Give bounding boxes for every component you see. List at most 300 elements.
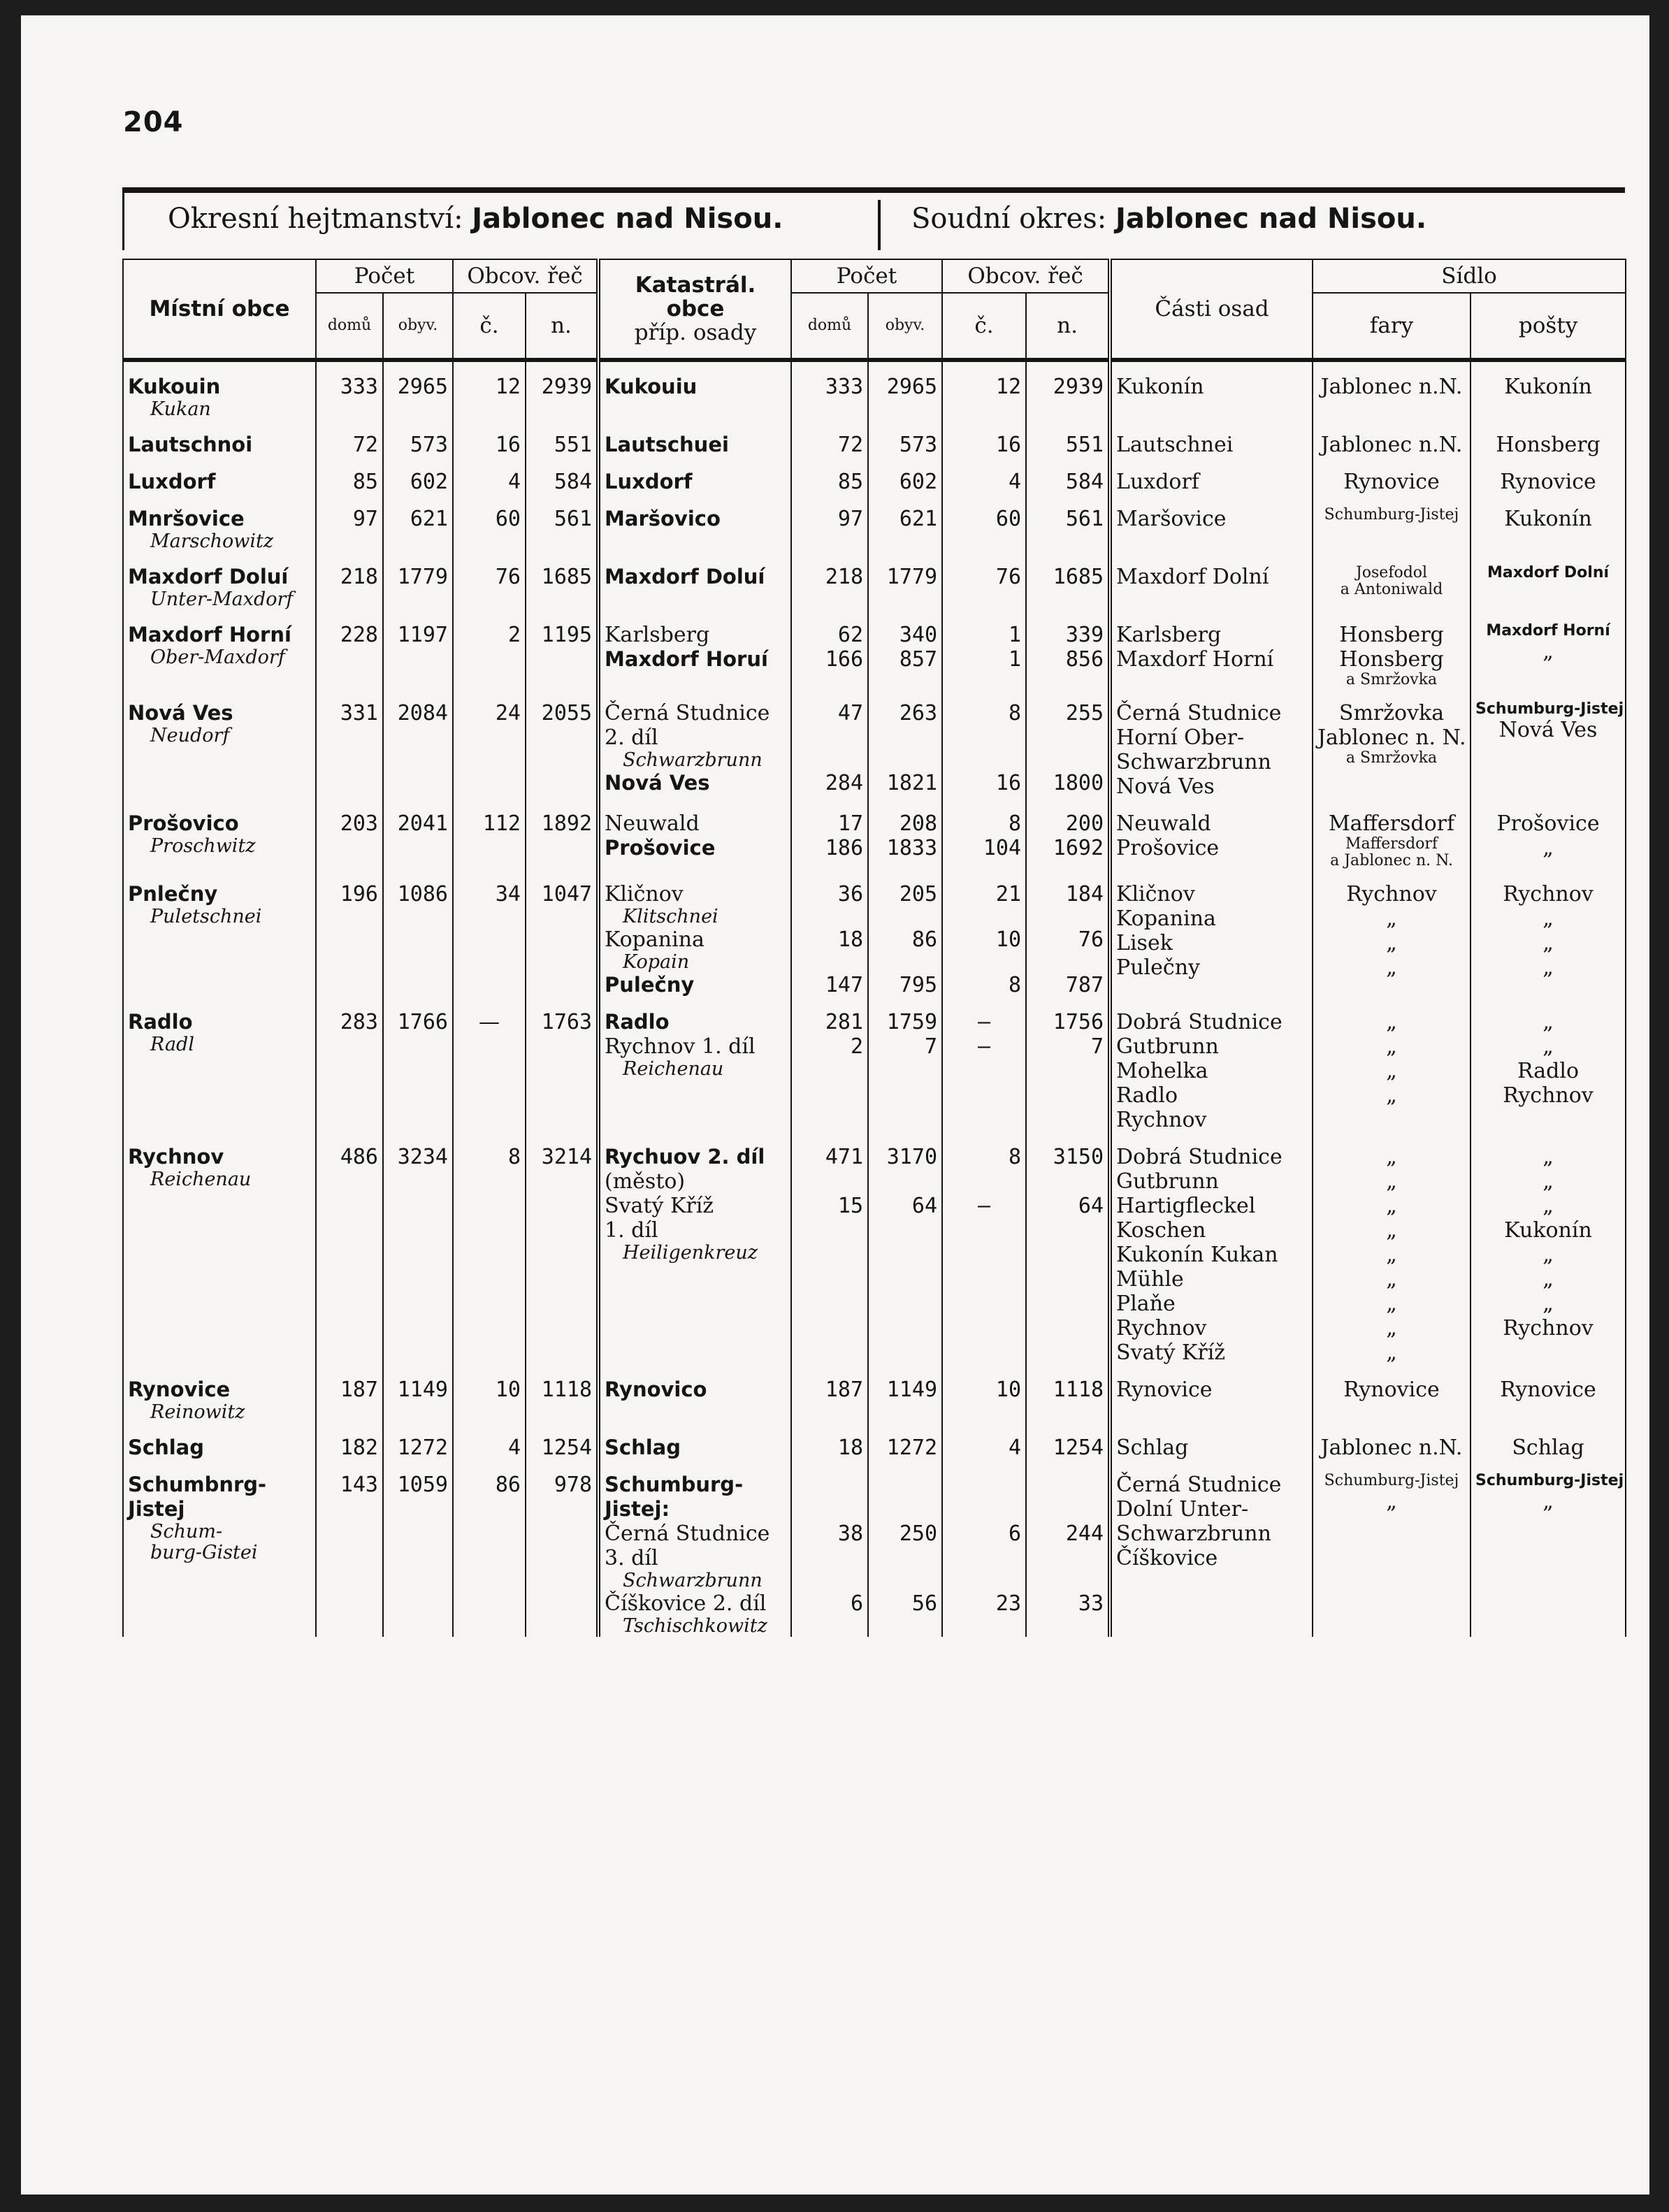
katastral-obyv: 857 — [899, 647, 938, 672]
katastral-obyv: 3170 — [886, 1145, 938, 1169]
cell-kat-obyv — [868, 457, 942, 494]
katastral-n — [1031, 952, 1104, 973]
cell-kat-domu — [791, 869, 868, 997]
fara: Honsberg — [1339, 623, 1444, 647]
katastral-c: 10 — [995, 1378, 1022, 1402]
cell-obec-domu: 228 — [316, 610, 383, 688]
cell-casti-osad — [1110, 1365, 1313, 1423]
katastral-domu: 36 — [837, 882, 864, 906]
obec-german-name: Proschwitz — [150, 835, 256, 857]
cell-katastral — [598, 799, 791, 869]
katastral-n: 1254 — [1053, 1436, 1104, 1460]
cast-osady: Schwarzbrunn — [1116, 1521, 1271, 1546]
katastral-domu: 187 — [825, 1378, 864, 1402]
cell-kat-n — [1026, 494, 1110, 552]
fara: Rynovice — [1343, 470, 1440, 494]
table-row — [123, 997, 1626, 1132]
katastral-n — [1031, 725, 1104, 750]
katastral-c: — — [977, 1010, 991, 1034]
fara: „ — [1386, 1083, 1397, 1108]
cell-posty — [1471, 1365, 1626, 1423]
katastral-c: 1 — [1008, 623, 1022, 647]
cell-kat-obyv — [868, 1423, 942, 1460]
cell-fary — [1313, 1365, 1471, 1423]
table-row — [123, 799, 1626, 869]
cell-katastral — [598, 1423, 791, 1460]
cast-osady: Číškovice — [1116, 1546, 1218, 1570]
cell-obec-c: — — [453, 997, 526, 1132]
katastral-n: 244 — [1065, 1521, 1104, 1546]
katastral-name: Kukouiu — [605, 375, 698, 398]
fara: Maffersdorf — [1345, 835, 1438, 853]
cell-obec-c: 24 — [453, 688, 526, 799]
cell-fary — [1313, 1423, 1471, 1460]
cell-obec — [123, 1423, 316, 1460]
katastral-domu: 166 — [825, 647, 864, 672]
katastral-domu: 85 — [837, 470, 864, 494]
cast-osady: Radlo — [1116, 1083, 1178, 1108]
table-row — [123, 869, 1626, 997]
cell-obec-c: 2 — [453, 610, 526, 688]
fara: „ — [1386, 931, 1397, 955]
katastral-c: 10 — [995, 927, 1022, 952]
posta: Radlo — [1517, 1059, 1580, 1083]
posta: „ — [1542, 1010, 1554, 1034]
cell-obec-domu: 218 — [316, 552, 383, 610]
katastral-n: 255 — [1065, 701, 1104, 725]
cell-kat-n — [1026, 360, 1110, 420]
cell-obec — [123, 360, 316, 420]
katastral-n: 76 — [1078, 927, 1104, 952]
obec-german-name: Schum- — [150, 1521, 223, 1542]
cell-kat-domu — [791, 1365, 868, 1423]
obec-name: Lautschnoi — [128, 433, 253, 456]
katastral-domu — [796, 906, 863, 927]
cell-kat-obyv — [868, 997, 942, 1132]
top-rule — [122, 187, 1625, 193]
cast-osady: Mohelka — [1116, 1059, 1208, 1083]
katastral-c — [947, 1497, 1021, 1521]
posta: Schlag — [1512, 1436, 1584, 1460]
katastral-n — [1031, 1473, 1104, 1497]
katastral-c: 8 — [1008, 1145, 1022, 1169]
cell-kat-c — [942, 1423, 1026, 1460]
obec-name: Pnlečny — [128, 882, 218, 906]
fara: a Smržovka — [1345, 671, 1438, 688]
katastral-obyv: 1821 — [886, 771, 938, 795]
cast-osady: Rychnov — [1116, 1316, 1207, 1340]
katastral-obyv: 602 — [899, 470, 938, 494]
katastral-obyv: 1833 — [886, 836, 938, 860]
katastral-domu: 6 — [850, 1591, 864, 1616]
katastral-name: Kličnov — [605, 882, 684, 906]
katastral-obyv: 1272 — [886, 1436, 938, 1460]
district-title — [168, 203, 783, 235]
fara: Jablonec n.N. — [1320, 1436, 1463, 1460]
katastral-c: 60 — [995, 507, 1022, 531]
cell-obec-domu: 333 — [316, 360, 383, 420]
katastral-obyv — [873, 1497, 937, 1521]
fara: „ — [1386, 1010, 1397, 1034]
katastral-name: (město) — [605, 1169, 686, 1194]
fara: „ — [1386, 955, 1397, 980]
table-row — [123, 1365, 1626, 1423]
cell-obec — [123, 420, 316, 457]
cell-obec-n: 978 — [526, 1460, 598, 1637]
katastral-n: 561 — [1065, 507, 1104, 531]
obec-name: Maxdorf Horní — [128, 623, 291, 646]
posta: Maxdorf Horní — [1486, 622, 1610, 639]
cast-osady: Černá Studnice — [1116, 1473, 1282, 1497]
katastral-domu — [796, 1218, 863, 1243]
katastral-n — [1031, 1616, 1104, 1637]
cell-obec-n: 1195 — [526, 610, 598, 688]
katastral-c: 76 — [995, 565, 1022, 589]
katastral-name: Schwarzbrunn — [623, 749, 763, 771]
cell-obec — [123, 1132, 316, 1365]
katastral-name: Tschischkowitz — [623, 1615, 767, 1637]
posta: „ — [1542, 906, 1554, 931]
cell-obec-obyv: 1779 — [383, 552, 453, 610]
katastral-n — [1031, 1059, 1104, 1080]
court-name: Jablonec nad Nisou. — [1115, 203, 1427, 235]
cell-posty — [1471, 688, 1626, 799]
cell-katastral — [598, 1132, 791, 1365]
cast-osady: Hartigfleckel — [1116, 1194, 1256, 1218]
katastral-domu: 17 — [837, 811, 864, 836]
cell-posty — [1471, 457, 1626, 494]
katastral-c: 1 — [1008, 647, 1022, 672]
katastral-c: 12 — [995, 375, 1022, 399]
obec-name: Prošovico — [128, 811, 239, 835]
table-row — [123, 1460, 1626, 1637]
cell-casti-osad — [1110, 494, 1313, 552]
cell-posty — [1471, 799, 1626, 869]
cell-kat-c — [942, 552, 1026, 610]
katastral-name: Rychnov 1. díl — [605, 1034, 756, 1059]
katastral-name: Nová Ves — [605, 771, 710, 795]
cell-posty — [1471, 1460, 1626, 1637]
posta: „ — [1542, 1034, 1554, 1059]
cell-kat-c — [942, 1460, 1026, 1637]
cell-obec-domu: 203 — [316, 799, 383, 869]
cast-osady: Karlsberg — [1116, 623, 1222, 647]
cell-kat-c — [942, 869, 1026, 997]
cell-kat-c — [942, 799, 1026, 869]
katastral-domu: 18 — [837, 927, 864, 952]
katastral-obyv: 621 — [899, 507, 938, 531]
katastral-obyv — [873, 725, 937, 750]
obec-german-name: Marschowitz — [150, 530, 274, 552]
posta: Rychnov — [1503, 1316, 1594, 1340]
col-n-1: n. — [526, 293, 598, 360]
katastral-name: Schumburg- — [605, 1473, 744, 1496]
cast-osady: Luxdorf — [1116, 470, 1199, 494]
fara: Rynovice — [1343, 1378, 1440, 1402]
district-name: Jablonec nad Nisou. — [472, 203, 783, 235]
katastral-obyv — [873, 1570, 937, 1591]
katastral-n: 3150 — [1053, 1145, 1104, 1169]
cell-katastral — [598, 869, 791, 997]
katastral-c: — — [977, 1034, 991, 1059]
katastral-domu — [796, 1473, 863, 1497]
katastral-c — [947, 1243, 1021, 1264]
obec-german-name-2: burg-Gistei — [150, 1542, 258, 1563]
cell-obec-c: 4 — [453, 457, 526, 494]
cell-fary — [1313, 799, 1471, 869]
katastral-domu: 72 — [837, 433, 864, 457]
posta: Nová Ves — [1498, 718, 1598, 742]
katastral-domu: 15 — [837, 1194, 864, 1218]
cell-katastral — [598, 1365, 791, 1423]
cell-casti-osad — [1110, 1132, 1313, 1365]
posta: Rynovice — [1500, 470, 1596, 494]
obec-name: Maxdorf Doluí — [128, 565, 289, 588]
posta: „ — [1542, 931, 1554, 955]
katastral-obyv — [873, 1059, 937, 1080]
fara: „ — [1386, 1316, 1397, 1340]
cast-osady: Lisek — [1116, 931, 1173, 955]
cell-obec-n: 3214 — [526, 1132, 598, 1365]
cell-fary — [1313, 688, 1471, 799]
cell-kat-obyv — [868, 494, 942, 552]
obec-name: Luxdorf — [128, 470, 216, 493]
katastral-domu: 147 — [825, 973, 864, 997]
cast-osady: Maxdorf Horní — [1116, 647, 1274, 672]
col-c-1: č. — [453, 293, 526, 360]
cell-obec — [123, 1365, 316, 1423]
cell-kat-obyv — [868, 552, 942, 610]
katastral-obyv: 2965 — [886, 375, 938, 399]
cell-posty — [1471, 1423, 1626, 1460]
katastral-domu: 333 — [825, 375, 864, 399]
cell-kat-c — [942, 610, 1026, 688]
katastral-c — [947, 1169, 1021, 1194]
cell-obec-obyv: 1272 — [383, 1423, 453, 1460]
posta: „ — [1542, 955, 1554, 980]
katastral-name: 1. díl — [605, 1218, 658, 1243]
cell-kat-obyv — [868, 799, 942, 869]
katastral-name: Maršovico — [605, 507, 721, 530]
cell-kat-obyv — [868, 360, 942, 420]
katastral-n — [1031, 906, 1104, 927]
obec-german-name: Neudorf — [150, 725, 230, 746]
katastral-name: Heiligenkreuz — [623, 1242, 758, 1264]
cell-kat-n — [1026, 610, 1110, 688]
cell-casti-osad — [1110, 869, 1313, 997]
katastral-c — [947, 1570, 1021, 1591]
katastral-obyv — [873, 1243, 937, 1264]
cell-kat-obyv — [868, 688, 942, 799]
cell-katastral — [598, 552, 791, 610]
court-title — [911, 203, 1426, 235]
katastral-name: Reichenau — [623, 1058, 724, 1080]
cell-posty — [1471, 494, 1626, 552]
cell-kat-domu — [791, 997, 868, 1132]
cast-osady: Schlag — [1116, 1436, 1189, 1460]
katastral-n: 200 — [1065, 811, 1104, 836]
fara: „ — [1386, 1194, 1397, 1218]
cell-fary — [1313, 1460, 1471, 1637]
cell-kat-c — [942, 997, 1026, 1132]
cell-kat-n — [1026, 869, 1110, 997]
obec-german-name: Reichenau — [150, 1169, 252, 1190]
katastral-domu — [796, 1169, 863, 1194]
cell-obec — [123, 688, 316, 799]
katastral-obyv: 795 — [899, 973, 938, 997]
fara: „ — [1386, 1267, 1397, 1292]
cell-kat-n — [1026, 1365, 1110, 1423]
obec-name: Nová Ves — [128, 701, 233, 725]
cell-obec-obyv: 621 — [383, 494, 453, 552]
fara: „ — [1386, 1169, 1397, 1194]
katastral-domu — [796, 1616, 863, 1637]
cast-osady: Maršovice — [1116, 507, 1227, 531]
katastral-obyv — [873, 1546, 937, 1570]
katastral-c — [947, 1473, 1021, 1497]
cell-kat-obyv — [868, 1460, 942, 1637]
fara: Honsberg — [1339, 647, 1444, 672]
col-posty: pošty — [1471, 293, 1626, 360]
katastral-n: 584 — [1065, 470, 1104, 494]
cell-kat-c — [942, 688, 1026, 799]
cast-osady: Pulečny — [1116, 955, 1200, 980]
table-row — [123, 1132, 1626, 1365]
cell-katastral — [598, 688, 791, 799]
col-mistni-obce: Místní obce — [123, 259, 316, 360]
cell-obec-c: 60 — [453, 494, 526, 552]
katastral-obyv: 1759 — [886, 1010, 938, 1034]
cell-katastral — [598, 360, 791, 420]
fara: Josefodol — [1355, 564, 1428, 581]
col-obyv-2: obyv. — [868, 293, 942, 360]
cell-kat-n — [1026, 552, 1110, 610]
cell-kat-domu — [791, 494, 868, 552]
katastral-domu — [796, 952, 863, 973]
katastral-domu — [796, 725, 863, 750]
katastral-c: 4 — [1008, 470, 1022, 494]
obec-name: Schlag — [128, 1436, 204, 1459]
cell-posty — [1471, 997, 1626, 1132]
cell-obec-domu: 85 — [316, 457, 383, 494]
cell-obec-obyv: 1059 — [383, 1460, 453, 1637]
posta: Schumburg-Jistej — [1475, 1472, 1624, 1489]
obec-name-2: Jistej — [128, 1497, 185, 1521]
cell-casti-osad — [1110, 552, 1313, 610]
katastral-domu: 47 — [837, 701, 864, 725]
cast-osady: Černá Studnice — [1116, 701, 1282, 725]
cell-obec-n: 1118 — [526, 1365, 598, 1423]
katastral-obyv: 7 — [924, 1034, 938, 1059]
cell-kat-c — [942, 457, 1026, 494]
fara: Schumburg-Jistej — [1324, 1472, 1459, 1489]
katastral-domu — [796, 1570, 863, 1591]
col-obcov-rec-1: Obcov. řeč — [453, 259, 598, 293]
cast-osady: Rychnov — [1116, 1108, 1207, 1132]
cell-kat-n — [1026, 420, 1110, 457]
katastral-name: Schlag — [605, 1436, 681, 1459]
col-pocet-1: Počet — [316, 259, 453, 293]
cast-osady: Kukonín — [1116, 375, 1204, 399]
cell-kat-n — [1026, 1132, 1110, 1365]
katastral-domu: 18 — [837, 1436, 864, 1460]
katastral-obyv — [873, 906, 937, 927]
katastral-name: Radlo — [605, 1010, 670, 1034]
fara: Jablonec n.N. — [1320, 433, 1463, 457]
cell-obec-domu: 97 — [316, 494, 383, 552]
cell-obec — [123, 869, 316, 997]
col-c-2: č. — [942, 293, 1026, 360]
fara: Jablonec n.N. — [1320, 375, 1463, 399]
katastral-name: Rynovico — [605, 1378, 707, 1401]
katastral-name: Černá Studnice — [605, 1521, 770, 1546]
col-n-2: n. — [1026, 293, 1110, 360]
cell-kat-domu — [791, 1460, 868, 1637]
table-row — [123, 610, 1626, 688]
cell-fary — [1313, 869, 1471, 997]
cell-kat-c — [942, 360, 1026, 420]
cell-kat-obyv — [868, 869, 942, 997]
katastral-obyv — [873, 1169, 937, 1194]
cell-kat-c — [942, 494, 1026, 552]
cell-kat-n — [1026, 457, 1110, 494]
table-row — [123, 457, 1626, 494]
katastral-obyv: 1779 — [886, 565, 938, 589]
katastral-name: 2. díl — [605, 725, 658, 750]
cast-osady: Kličnov — [1116, 882, 1195, 906]
cell-katastral — [598, 457, 791, 494]
katastral-n: 856 — [1065, 647, 1104, 672]
table-row — [123, 688, 1626, 799]
district-label: Okresní hejtmanství: — [168, 203, 463, 235]
katastral-c — [947, 725, 1021, 750]
katastral-n — [1031, 1218, 1104, 1243]
cell-obec-c: 16 — [453, 420, 526, 457]
table-body — [123, 360, 1626, 1637]
cell-obec-domu: 72 — [316, 420, 383, 457]
katastral-c — [947, 1616, 1021, 1637]
fara: „ — [1386, 906, 1397, 931]
cell-kat-domu — [791, 552, 868, 610]
katastral-domu — [796, 750, 863, 771]
katastral-c: 23 — [995, 1591, 1022, 1616]
cell-posty — [1471, 869, 1626, 997]
cell-posty — [1471, 1132, 1626, 1365]
col-domu-2: domů — [791, 293, 868, 360]
cell-obec-c: 76 — [453, 552, 526, 610]
katastral-domu — [796, 1497, 863, 1521]
cell-kat-obyv — [868, 1132, 942, 1365]
cell-obec-c: 4 — [453, 1423, 526, 1460]
cell-obec-obyv: 2084 — [383, 688, 453, 799]
cast-osady: Kukonín Kukan — [1116, 1243, 1278, 1267]
katastral-n — [1031, 1546, 1104, 1570]
cast-osady: Prošovice — [1116, 836, 1220, 860]
katastral-name: Kopain — [623, 951, 690, 973]
cell-obec-obyv: 2965 — [383, 360, 453, 420]
katastral-c: 8 — [1008, 973, 1022, 997]
cast-osady: Schwarzbrunn — [1116, 750, 1271, 774]
cell-casti-osad — [1110, 997, 1313, 1132]
cell-casti-osad — [1110, 457, 1313, 494]
cell-kat-n — [1026, 997, 1110, 1132]
cell-obec — [123, 1460, 316, 1637]
cell-obec-c: 34 — [453, 869, 526, 997]
fara: a Jablonec n. N. — [1330, 852, 1453, 869]
cell-obec — [123, 494, 316, 552]
katastral-c: 8 — [1008, 811, 1022, 836]
cast-osady: Horní Ober- — [1116, 725, 1245, 750]
